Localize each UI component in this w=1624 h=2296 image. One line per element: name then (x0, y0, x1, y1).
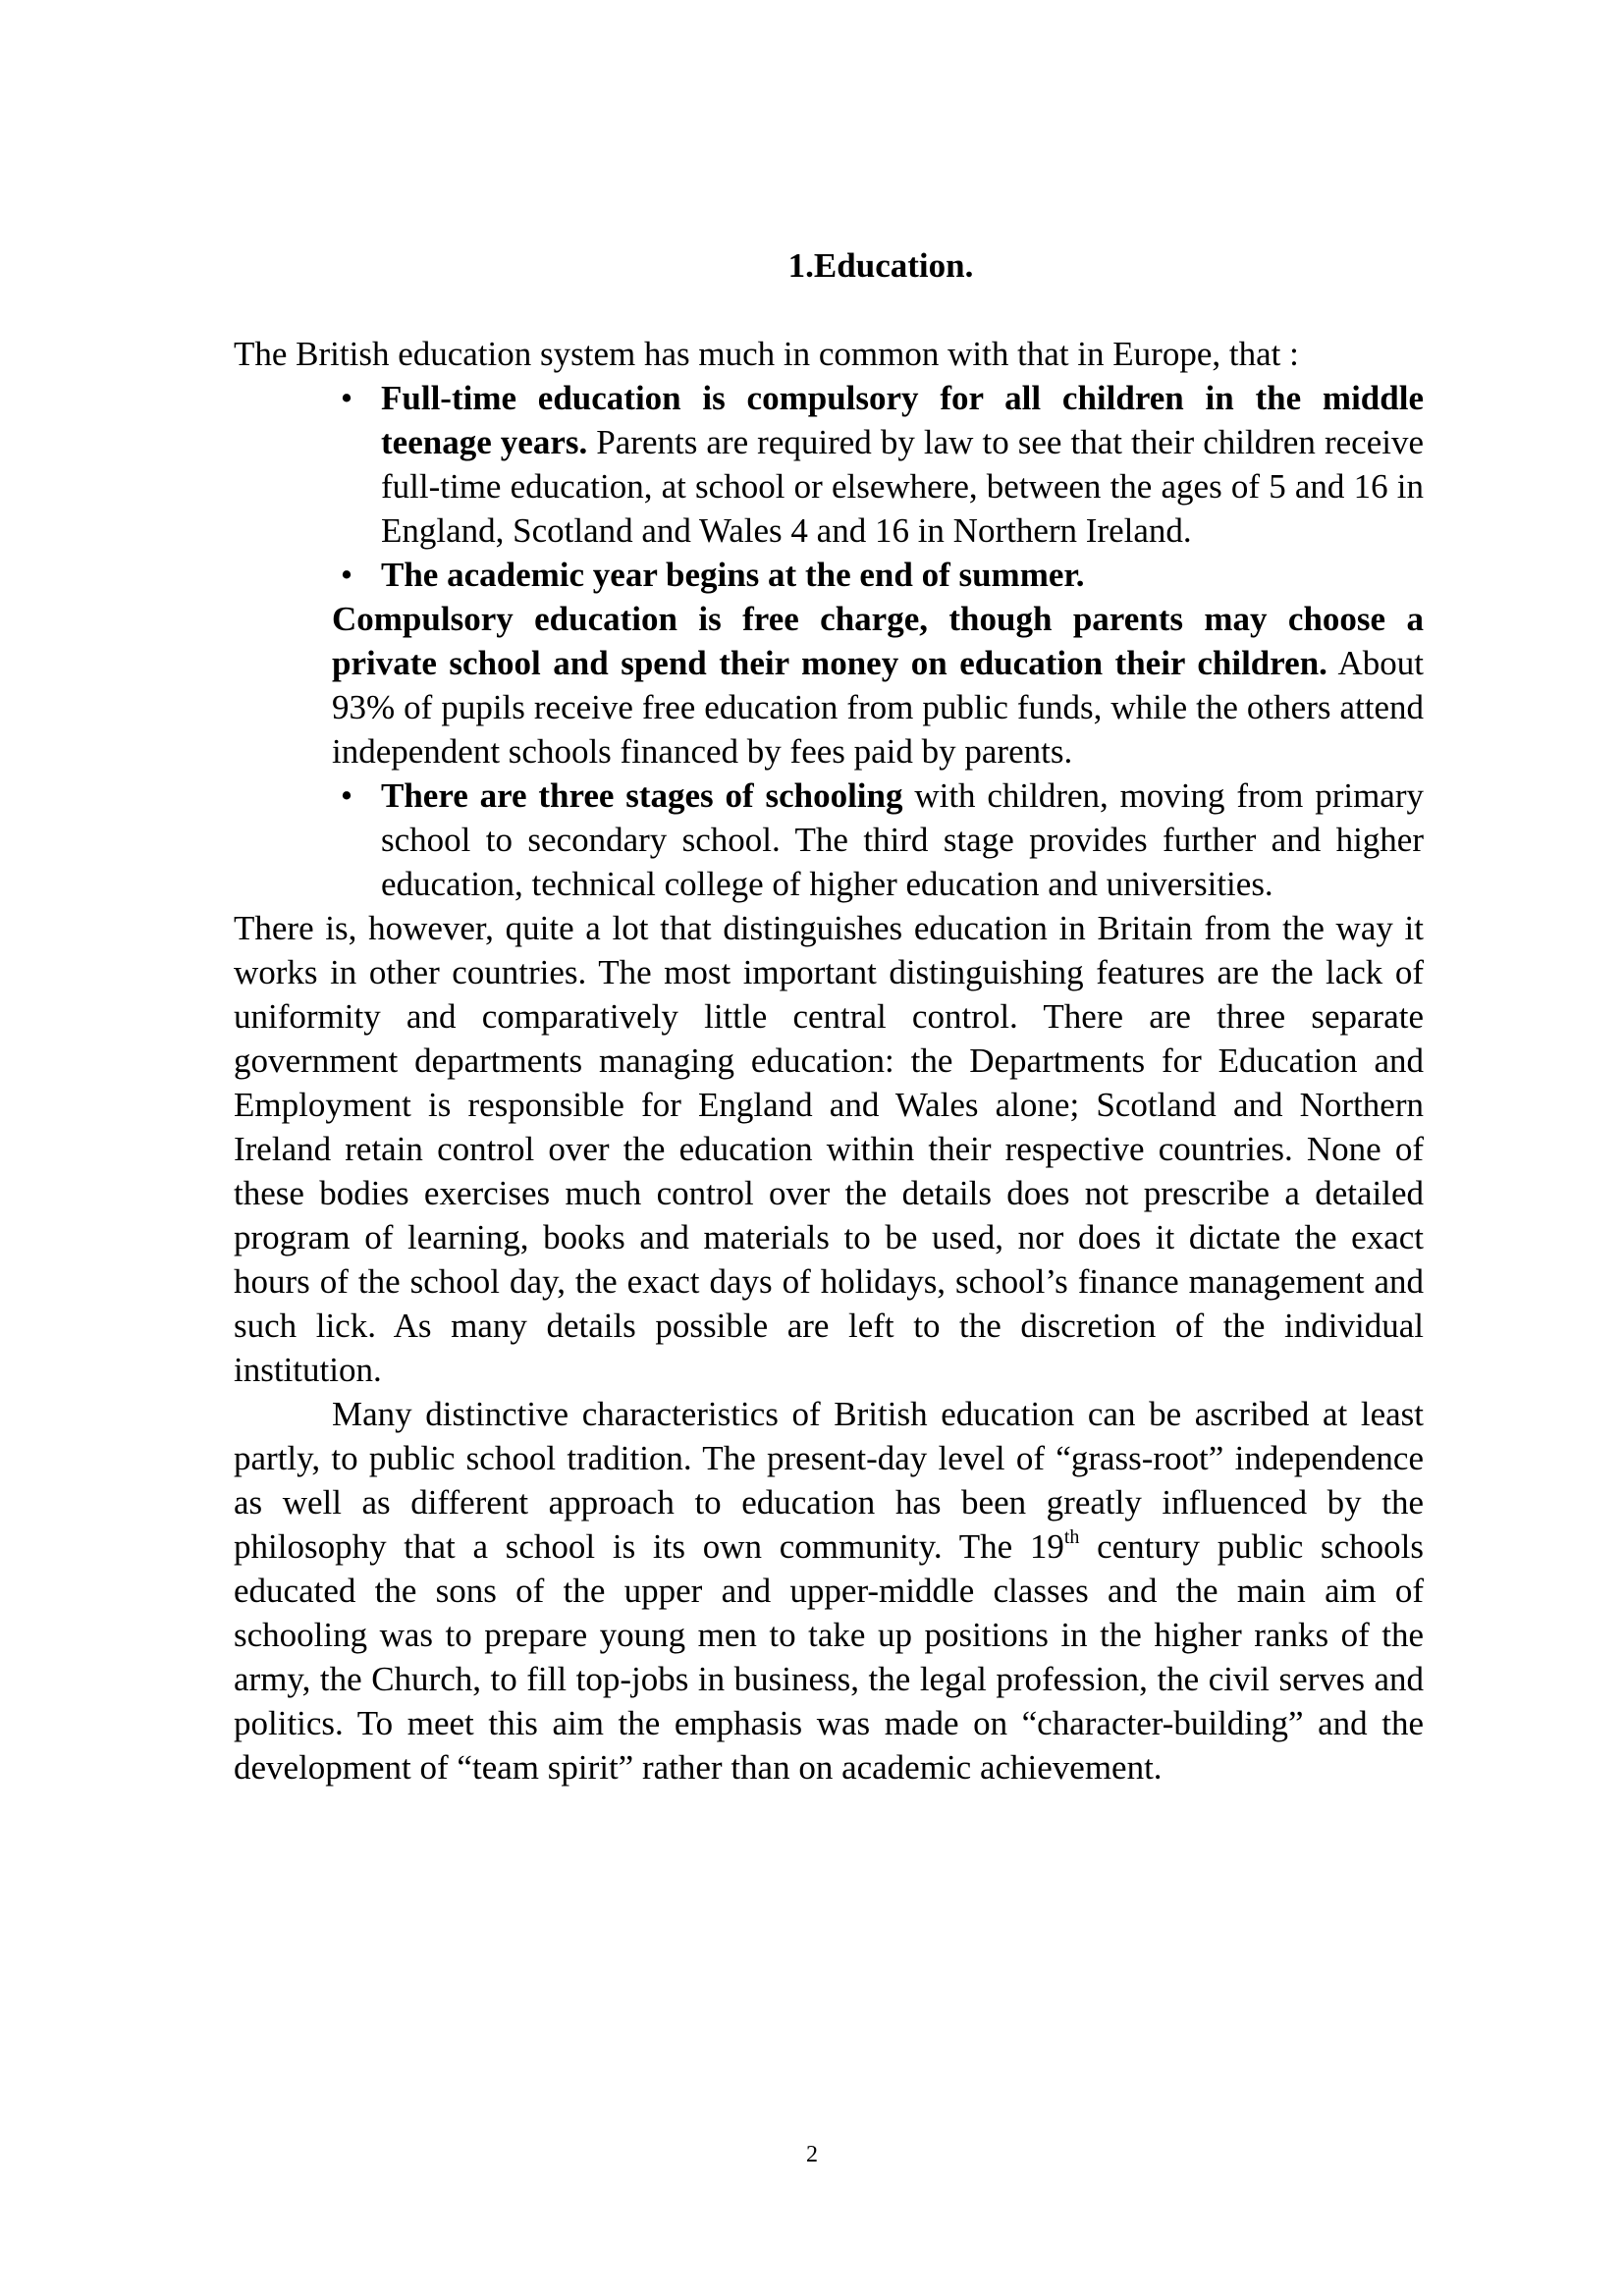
bullet-bold-text: The academic year begins at the end of summer. (381, 556, 1085, 594)
document-body (234, 332, 1424, 1789)
sub-paragraph-bold-text: Compulsory education is free charge, though parents may choose a private school and spend their money on education their children. (332, 600, 1424, 682)
sub-paragraph (234, 597, 1424, 774)
bullet-icon: • (340, 776, 353, 815)
sub-paragraph-text: About 93% of pupils receive free education from public funds, while the others attend independent schools financed by fees paid by parents. (332, 644, 1424, 771)
bullet-text: with children, moving from primary school to secondary school. The third stage provides further and higher education, technical college of higher education and universities. (381, 776, 1424, 903)
bullet-list (234, 376, 1424, 597)
bullet-bold-text: Full-time education is compulsory for all children in the middle teenage years. (381, 379, 1424, 461)
list-item (234, 376, 1424, 553)
bullet-text: Parents are required by law to see that their children receive full-time education, at school or elsewhere, between the ages of 5 and 16 in England, Scotland and Wales 4 and 16 in Northern Ireland. (381, 423, 1425, 550)
list-item (234, 774, 1424, 906)
bullet-icon: • (340, 556, 353, 594)
bullet-icon: • (340, 379, 353, 417)
bullet-list (234, 774, 1424, 906)
page-number: 2 (806, 2142, 818, 2167)
page-title: 1.Education. (787, 246, 974, 285)
superscript: th (1063, 1526, 1080, 1549)
bullet-bold-text: There are three stages of schooling (381, 776, 903, 815)
paragraph-text: century public schools educated the sons of the upper and upper-middle classes and the main aim of schooling was to prepare young men to take up positions in the higher ranks of the army, the Church, to fill top-jobs in business, the legal profession, the civil serves and politics. To meet this aim the emphasis was made on “character-building” and the development of “team spirit” rather than on academic achievement. (234, 1527, 1424, 1787)
list-item (234, 553, 1424, 597)
paragraph-text: Many distinctive characteristics of British education can be ascribed at least partly, to public school tradition. The present-day level of “grass-root” independence as well as different approach to education has been greatly influenced by the philosophy that a school is its own community. The 19 (234, 1395, 1424, 1566)
body-paragraph (234, 1392, 1424, 1789)
body-paragraph: There is, however, quite a lot that distinguishes education in Britain from the way it works in other countries. The most important distinguishing features are the lack of uniformity and comparatively little central control. There are three separate government departments managing education: the Departments for Education and Employment is responsible for England and Wales alone; Scotland and Northern Ireland retain control over the education within their respective countries. None of these bodies exercises much control over the details does not prescribe a detailed program of learning, books and materials to be used, nor does it dictate the exact hours of the school day, the exact days of holidays, school’s finance management and such lick. As many details possible are left to the discretion of the individual institution. (234, 909, 1424, 1389)
intro-paragraph: The British education system has much in common with that in Europe, that : (234, 335, 1299, 373)
